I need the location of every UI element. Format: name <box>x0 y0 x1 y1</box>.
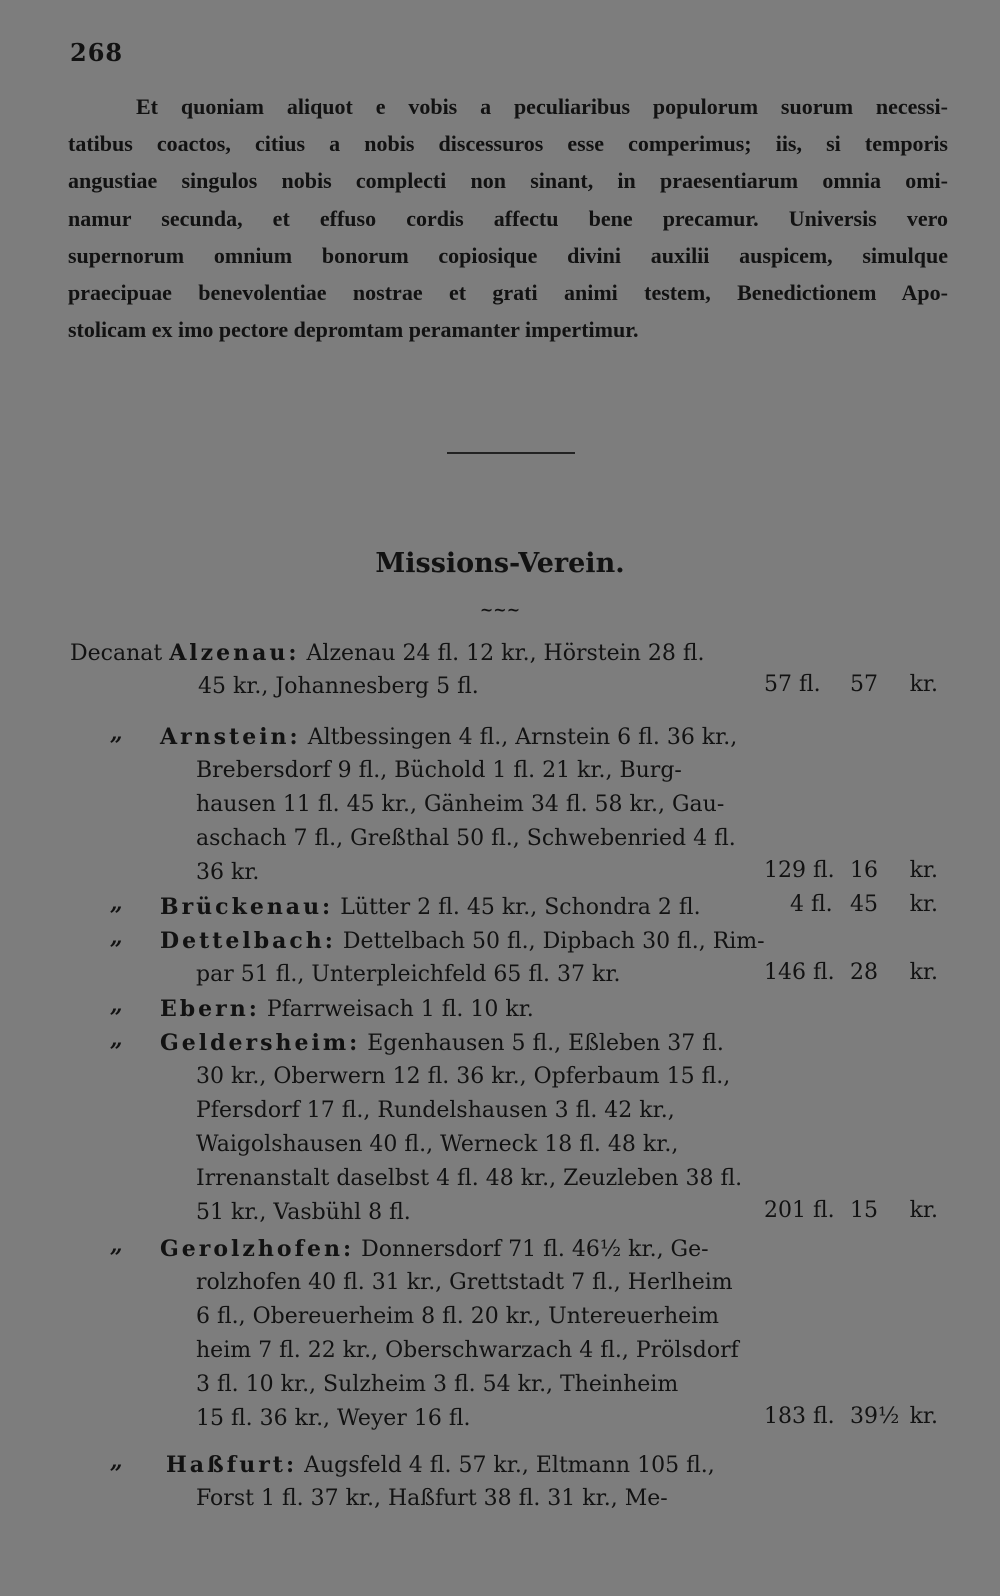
total-fl: 146 fl. <box>764 960 835 985</box>
deanery-name: Ebern: <box>160 996 260 1022</box>
total-fl: 57 fl. <box>764 672 821 697</box>
deanery-name: Brückenau: <box>160 894 334 920</box>
total-kr: 45 <box>850 892 878 917</box>
entry-line: Augsfeld 4 fl. 57 kr., Eltmann 105 fl., <box>304 1453 715 1478</box>
paragraph-line: praecipuae benevolentiae nostrae et grati animi testem, Benedictionem Apo- <box>68 280 948 306</box>
total-unit: kr. <box>909 858 938 883</box>
entry-total <box>764 1198 938 1223</box>
total-unit: kr. <box>909 892 938 917</box>
entry-line: Lütter 2 fl. 45 kr., Schondra 2 fl. <box>340 895 701 920</box>
section-title: Missions-Verein. <box>375 548 625 579</box>
entry-line: Pfersdorf 17 fl., Rundelshausen 3 fl. 42 kr., <box>196 1098 675 1123</box>
total-kr: 16 <box>850 858 878 883</box>
deanery-name: Dettelbach: <box>160 928 336 954</box>
entry-prefix: Decanat <box>70 641 163 666</box>
ditto-mark: „ <box>110 720 123 746</box>
entry-line: Egenhausen 5 fl., Eßleben 37 fl. <box>367 1031 724 1056</box>
ditto-mark: „ <box>110 890 123 916</box>
entry-line: Alzenau 24 fl. 12 kr., Hörstein 28 fl. <box>306 641 705 666</box>
total-kr: 15 <box>850 1198 878 1223</box>
ditto-mark: „ <box>110 1232 123 1258</box>
entry-line: 36 kr. <box>196 860 260 885</box>
section-divider <box>447 452 575 454</box>
paragraph-line: stolicam ex imo pectore depromtam peramanter impertimur. <box>68 317 639 343</box>
total-kr: 39½ <box>850 1404 900 1429</box>
ditto-mark: „ <box>110 1448 123 1474</box>
paragraph-line: supernorum omnium bonorum copiosique divini auxilii auspicem, simulque <box>68 242 948 268</box>
entry-line: 51 kr., Vasbühl 8 fl. <box>196 1200 411 1225</box>
deanery-name: Haßfurt: <box>166 1452 298 1478</box>
paragraph-line: Et quoniam aliquot e vobis a peculiaribus populorum suorum necessi- <box>136 94 948 119</box>
page-number: 268 <box>70 38 124 67</box>
entry-line: Waigolshausen 40 fl., Werneck 18 fl. 48 kr., <box>196 1132 679 1157</box>
entry-line: Brebersdorf 9 fl., Büchold 1 fl. 21 kr., Burg- <box>196 758 682 783</box>
entry-line: Forst 1 fl. 37 kr., Haßfurt 38 fl. 31 kr., Me- <box>196 1486 668 1511</box>
ditto-mark: „ <box>110 992 123 1018</box>
entry-line: rolzhofen 40 fl. 31 kr., Grettstadt 7 fl., Herlheim <box>196 1270 733 1295</box>
entry-total <box>764 1404 938 1429</box>
entry-line: Dettelbach 50 fl., Dipbach 30 fl., Rim- <box>342 929 765 954</box>
total-fl: 183 fl. <box>764 1404 835 1429</box>
entry-total <box>790 892 938 917</box>
entry-line: hausen 11 fl. 45 kr., Gänheim 34 fl. 58 kr., Gau- <box>196 792 725 817</box>
entry-line: Pfarrweisach 1 fl. 10 kr. <box>266 997 534 1022</box>
total-fl: 201 fl. <box>764 1198 835 1223</box>
deanery-name: Arnstein: <box>160 724 301 750</box>
ditto-mark: „ <box>110 924 123 950</box>
latin-paragraph <box>68 88 948 348</box>
deanery-name: Alzenau: <box>169 640 300 666</box>
deanery-name: Geldersheim: <box>160 1030 361 1056</box>
total-unit: kr. <box>909 1198 938 1223</box>
entry-total <box>764 858 938 883</box>
total-fl: 129 fl. <box>764 858 835 883</box>
ditto-mark: „ <box>110 1026 123 1052</box>
total-fl: 4 fl. <box>790 892 833 917</box>
entry-line: 30 kr., Oberwern 12 fl. 36 kr., Opferbaum 15 fl., <box>196 1064 731 1089</box>
title-ornament: ~~~ <box>479 600 521 619</box>
entry-line: Altbessingen 4 fl., Arnstein 6 fl. 36 kr., <box>307 725 738 750</box>
total-unit: kr. <box>909 672 938 697</box>
entry-line: Donnersdorf 71 fl. 46½ kr., Ge- <box>361 1237 709 1262</box>
entry-line: heim 7 fl. 22 kr., Oberschwarzach 4 fl., Prölsdorf <box>196 1338 739 1363</box>
total-kr: 28 <box>850 960 878 985</box>
total-unit: kr. <box>909 960 938 985</box>
entry-line: par 51 fl., Unterpleichfeld 65 fl. 37 kr. <box>196 962 621 987</box>
entry-total <box>764 672 938 697</box>
entry-total <box>764 960 938 985</box>
entry-line: 15 fl. 36 kr., Weyer 16 fl. <box>196 1406 471 1431</box>
entry-line: 45 kr., Johannesberg 5 fl. <box>198 674 479 699</box>
entry-line: 3 fl. 10 kr., Sulzheim 3 fl. 54 kr., Theinheim <box>196 1372 679 1397</box>
entry-line: aschach 7 fl., Greßthal 50 fl., Schwebenried 4 fl. <box>196 826 736 851</box>
paragraph-line: tatibus coactos, citius a nobis discessuros esse comperimus; iis, si temporis <box>68 131 948 157</box>
deanery-name: Gerolzhofen: <box>160 1236 355 1262</box>
entry-line: Irrenanstalt daselbst 4 fl. 48 kr., Zeuzleben 38 fl. <box>196 1166 743 1191</box>
entry-line: 6 fl., Obereuerheim 8 fl. 20 kr., Untereuerheim <box>196 1304 720 1329</box>
paragraph-line: angustiae singulos nobis complecti non sinant, in praesentiarum omnia omi- <box>68 168 948 194</box>
total-unit: kr. <box>909 1404 938 1429</box>
paragraph-line: namur secunda, et effuso cordis affectu bene precamur. Universis vero <box>68 205 948 231</box>
total-kr: 57 <box>850 672 878 697</box>
